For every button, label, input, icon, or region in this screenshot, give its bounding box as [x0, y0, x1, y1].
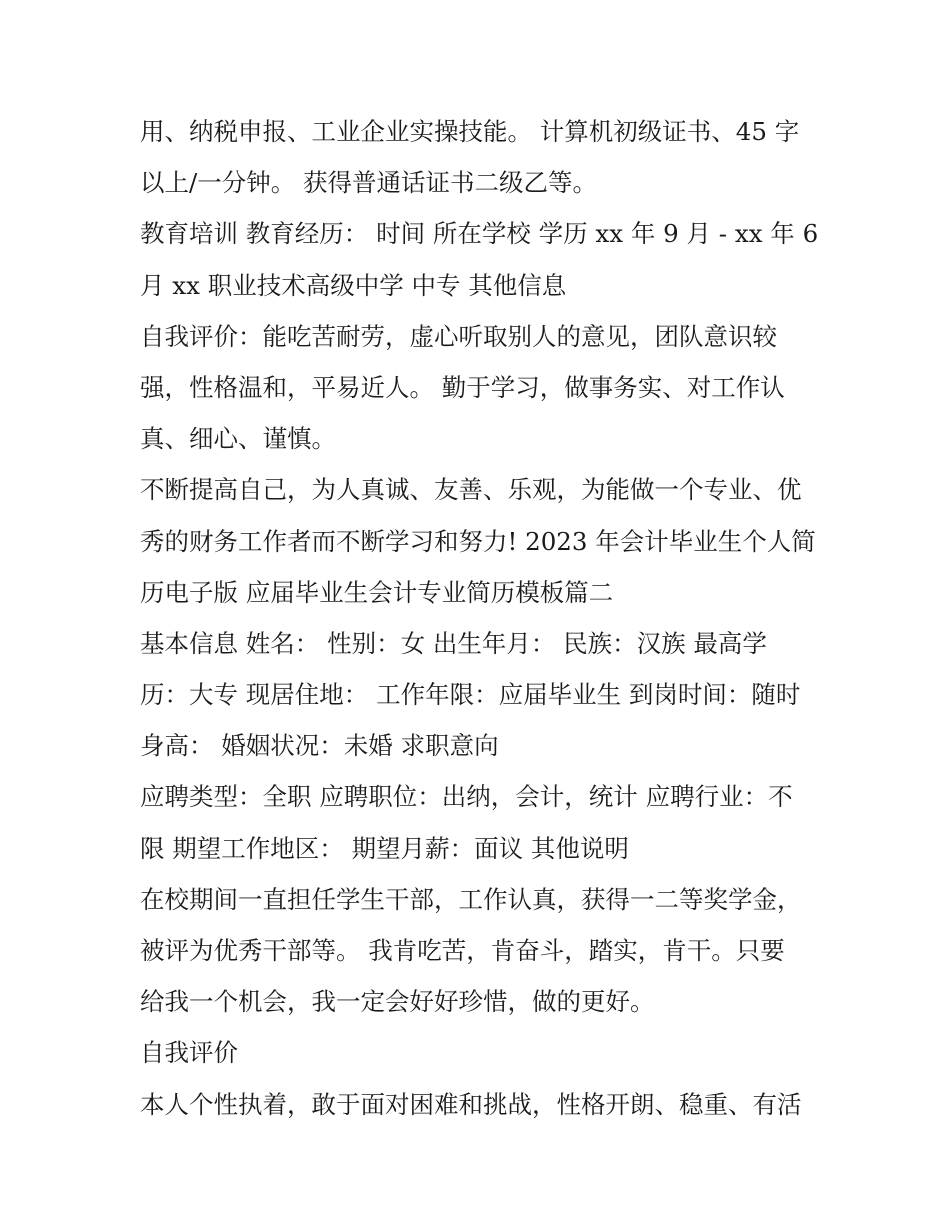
text-line: 在校期间一直担任学生干部，工作认真，获得一二等奖学金， [140, 884, 802, 914]
text-line: 基本信息 姓名： 性别：女 出生年月： 民族：汉族 最高学 [140, 628, 767, 658]
text-line: 用、纳税申报、工业企业实操技能。 计算机初级证书、45 字 [140, 117, 800, 146]
text-line: 秀的财务工作者而不断学习和努力! 2023 年会计毕业生个人简 [140, 526, 816, 556]
text-line: 教育培训 教育经历： 时间 所在学校 学历 xx 年 9 月 - xx 年 6 [140, 219, 819, 249]
text-line: 被评为优秀干部等。 我肯吃苦，肯奋斗，踏实，肯干。只要 [140, 936, 785, 965]
text-line: 给我一个机会，我一定会好好珍惜，做的更好。 [140, 987, 655, 1017]
text-line: 自我评价：能吃苦耐劳，虚心听取别人的意见，团队意识较 [140, 321, 777, 351]
text-line: 本人个性执着，敢于面对困难和挑战，性格开朗、稳重、有活 [140, 1089, 802, 1119]
text-line: 真、细心、谨慎。 [140, 424, 336, 454]
text-line: 限 期望工作地区： 期望月薪：面议 其他说明 [140, 833, 629, 863]
text-line: 应聘类型：全职 应聘职位：出纳，会计，统计 应聘行业：不 [140, 782, 793, 812]
text-line: 不断提高自己，为人真诚、友善、乐观，为能做一个专业、优 [140, 475, 802, 505]
document-body [140, 106, 830, 1130]
text-line: 强，性格温和，平易近人。 勤于学习，做事务实、对工作认 [140, 372, 785, 402]
text-line: 身高： 婚姻状况：未婚 求职意向 [140, 731, 499, 761]
text-line: 以上/一分钟。 获得普通话证书二级乙等。 [140, 168, 598, 198]
text-line: 历：大专 现居住地： 工作年限：应届毕业生 到岗时间：随时 [140, 680, 801, 710]
text-line: 历电子版 应届毕业生会计专业简历模板篇二 [140, 577, 614, 607]
text-line: 月 xx 职业技术高级中学 中专 其他信息 [140, 270, 567, 300]
section-heading: 自我评价 [140, 1038, 238, 1068]
